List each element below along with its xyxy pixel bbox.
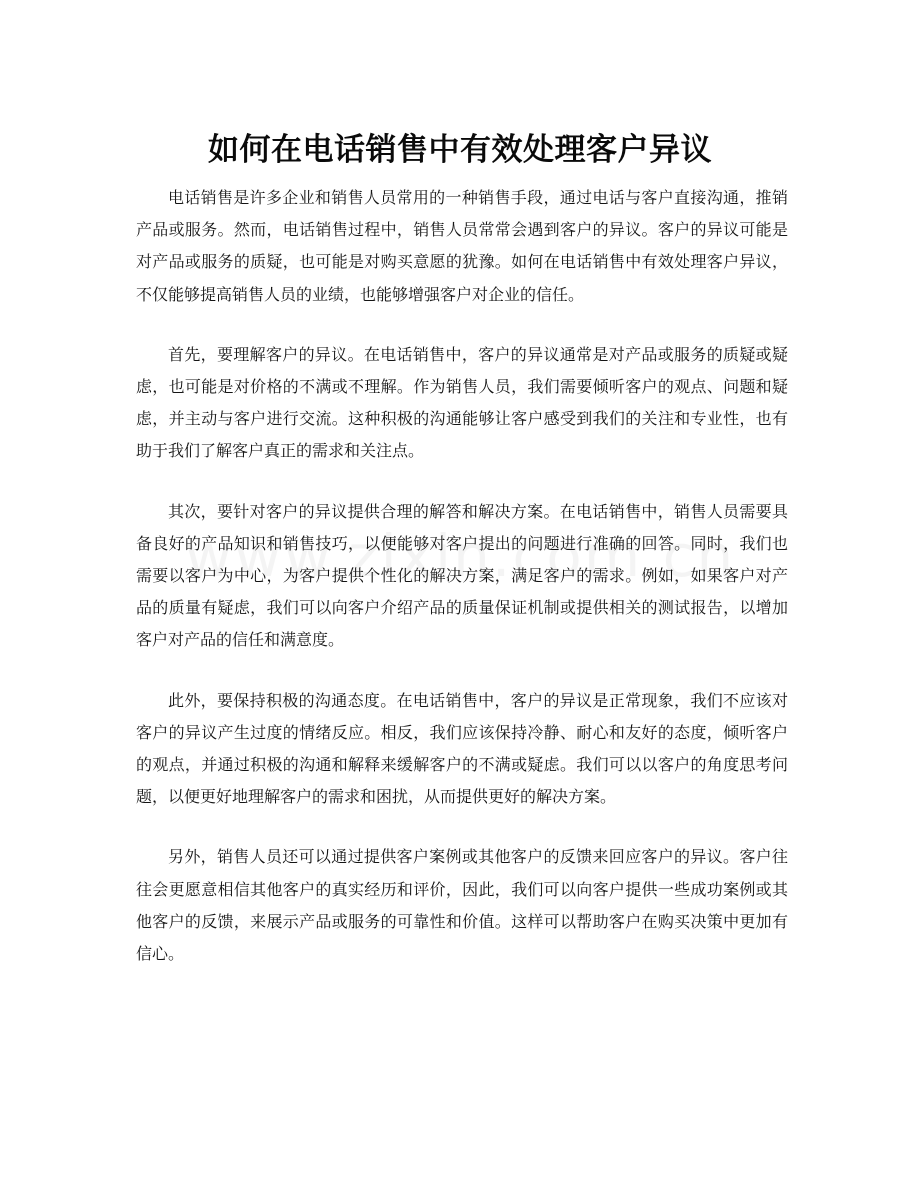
paragraph-intro: 电话销售是许多企业和销售人员常用的一种销售手段，通过电话与客户直接沟通，推销产品或服务。然而，电话销售过程中，销售人员常常会遇到客户的异议。客户的异议可能是对产品或服务的质疑，也可能是对购买意愿的犹豫。如何在电话销售中有效处理客户异议，不仅能够提高销售人员的业绩，也能够增强客户对企业的信任。 (136, 188, 788, 304)
paragraph-positive-attitude: 此外，要保持积极的沟通态度。在电话销售中，客户的异议是正常现象，我们不应该对客户的异议产生过度的情绪反应。相反，我们应该保持冷静、耐心和友好的态度，倾听客户的观点，并通过积极的沟通和解释来缓解客户的不满或疑虑。我们可以以客户的角度思考问题，以便更好地理解客户的需求和困扰，从而提供更好的解决方案。 (136, 690, 788, 807)
document-title: 如何在电话销售中有效处理客户异议 (208, 131, 712, 168)
paragraph-understand-objections: 首先，要理解客户的异议。在电话销售中，客户的异议通常是对产品或服务的质疑或疑虑，也可能是对价格的不满或不理解。作为销售人员，我们需要倾听客户的观点、问题和疑虑，并主动与客户进行交流。这种积极的沟通能够让客户感受到我们的关注和专业性，也有助于我们了解客户真正的需求和关注点。 (136, 344, 788, 461)
paragraph-customer-cases: 另外，销售人员还可以通过提供客户案例或其他客户的反馈来回应客户的异议。客户往往会更愿意相信其他客户的真实经历和评价，因此，我们可以向客户提供一些成功案例或其他客户的反馈，来展示产品或服务的可靠性和价值。这样可以帮助客户在购买决策中更加有信心。 (136, 847, 788, 964)
document-body (136, 182, 788, 998)
paragraph-provide-solutions: 其次，要针对客户的异议提供合理的解答和解决方案。在电话销售中，销售人员需要具备良好的产品知识和销售技巧，以便能够对客户提出的问题进行准确的回答。同时，我们也需要以客户为中心，为客户提供个性化的解决方案，满足客户的需求。例如，如果客户对产品的质量有疑虑，我们可以向客户介绍产品的质量保证机制或提供相关的测试报告，以增加客户对产品的信任和满意度。 (136, 501, 788, 650)
